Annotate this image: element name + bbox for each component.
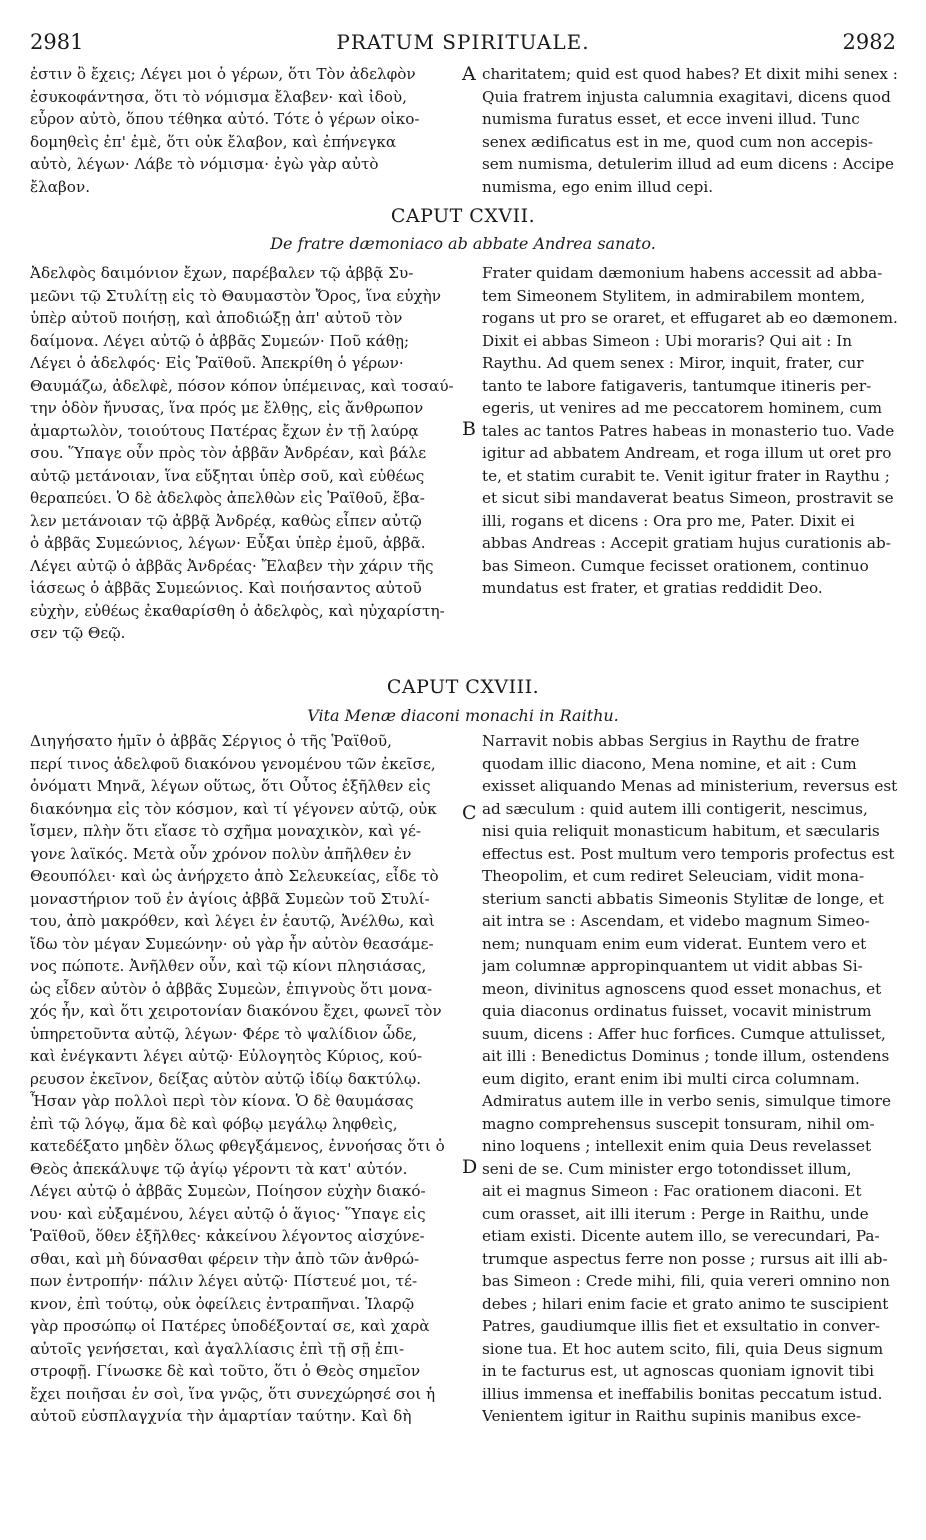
greek-text-line: περί τινος ἀδελφοῦ διακόνου γενομένου τῶν ἐκεῖσε,: [30, 754, 436, 773]
latin-text-line: etiam existi. Dicente autem illo, se verecundari, Pa-: [482, 1227, 880, 1245]
greek-text-line: δομηθεὶς ἐπ' ἐμὲ, ὅτι οὐκ ἔλαβον, καὶ ἐπήνεγκα: [30, 132, 397, 151]
latin-text-line: illi, rogans et dicens : Ora pro me, Pater. Dixit ei: [482, 511, 855, 530]
greek-text-line: ἔλαβον.: [30, 177, 91, 196]
latin-text-line: igitur ad abbatem Andream, et roga illum ut oret pro: [482, 444, 892, 462]
greek-text-line: πων ἐντροπήν· πάλιν λέγει αὐτῷ· Πίστευέ μοι, τέ-: [30, 1272, 418, 1290]
margin-marker-d: D: [462, 1156, 478, 1178]
latin-text-line: et sicut sibi mandaverat beatus Simeon, prostravit se: [482, 489, 894, 507]
greek-column-ch118: [30, 730, 460, 1428]
latin-text-line: effectus est. Post multum vero temporis profectus est: [482, 844, 895, 863]
latin-text-line: Quia fratrem injusta calumnia exagitavi, dicens quod: [482, 87, 891, 106]
greek-text-line: ἴδω τὸν μέγαν Συμεώνην· οὐ γὰρ ἦν αὐτὸν θεασάμε-: [30, 934, 434, 953]
greek-text-line: καὶ ἐνέγκαντι λέγει αὐτῷ· Εὐλογητὸς Κύριος, κού-: [30, 1047, 423, 1065]
latin-text-line: nem; nunquam enim eum viderat. Euntem vero et: [482, 934, 867, 953]
latin-text-line: abbas Andreas : Accepit gratiam hujus curationis ab-: [482, 534, 891, 552]
chapter-118-heading: CAPUT CXVIII.: [386, 676, 540, 698]
latin-text-line: quodam illic diacono, Mena nomine, et ait : Cum: [482, 754, 857, 773]
greek-text-line: ὑπηρετοῦντα αὐτῷ, λέγων· Φέρε τὸ ψαλίδιον ὧδε,: [30, 1024, 417, 1043]
latin-text-line: tanto te labore fatigaveris, tantumque itineris per-: [482, 376, 872, 395]
latin-text-line: bas Simeon. Cumque fecisset orationem, continuo: [482, 556, 869, 575]
greek-text-line: στροφῇ. Γίνωσκε δὲ καὶ τοῦτο, ὅτι ὁ Θεὸς σημεῖον: [30, 1362, 421, 1380]
chapter-117-heading: CAPUT CXVII.: [390, 205, 536, 227]
greek-text-line: μοναστήριον τοῦ ἐν ἁγίοις ἀββᾶ Συμεὼν τοῦ Στυλί-: [30, 889, 430, 908]
margin-marker-a: A: [462, 63, 476, 85]
margin-marker-c: C: [462, 802, 477, 824]
chapter-117-subheading: De fratre dæmoniaco ab abbate Andrea sanato.: [270, 234, 656, 253]
page-number-right: 2982: [842, 30, 896, 54]
latin-text-line: debes ; hilari enim facie et grato animo te suscipient: [482, 1294, 889, 1313]
latin-text-line: nisi quia reliquit monasticum habitum, et sæcularis: [482, 822, 880, 840]
latin-text-line: ad sæculum : quid autem illi contigerit, nescimus,: [482, 799, 868, 818]
greek-text-line: ἐπὶ τῷ λόγῳ, ἅμα δὲ καὶ φόβῳ μεγάλῳ ληφθεὶς,: [30, 1114, 398, 1133]
latin-text-line: Admiratus autem ille in verbo senis, simulque timore: [482, 1092, 891, 1110]
latin-text-line: egeris, ut venires ad me peccatorem hominem, cum: [482, 399, 883, 417]
greek-text-line: θεραπεύει. Ὁ δὲ ἀδελφὸς ἀπελθὼν εἰς Ῥαϊθοῦ, ἔβα-: [30, 489, 425, 507]
greek-text-line: Θεουπόλει· καὶ ὡς ἀνήρχετο ἀπὸ Σελευκείας, εἶδε τὸ: [30, 867, 439, 885]
greek-text-line: λεν μετάνοιαν τῷ ἀββᾷ Ἀνδρέᾳ, καθὼς εἶπεν αὐτῷ: [30, 511, 422, 530]
greek-text-line: ὡς εἶδεν αὐτὸν ὁ ἀββᾶς Συμεὼν, ἐπιγνοὺς ὅτι μονα-: [30, 979, 433, 998]
latin-text-line: in te facturus est, ut agnoscas quoniam ignovit tibi: [482, 1362, 875, 1380]
greek-text-line: νου· καὶ εὐξαμένου, λέγει αὐτῷ ὁ ἅγιος· Ὕπαγε εἰς: [30, 1204, 426, 1223]
greek-text-line: κατεδέξατο μηδὲν ὅλως φθεγξάμενος, ἐννοήσας ὅτι ὁ: [30, 1137, 445, 1155]
greek-text-line: ρευσον ἐκεῖνον, δείξας αὐτὸν αὐτῷ ἰδίῳ δακτύλῳ.: [30, 1069, 422, 1088]
greek-text-line: διακόνημα εἰς τὸν κόσμον, καὶ τί γέγονεν αὐτῷ, οὐκ: [30, 799, 437, 818]
latin-text-line: jam columnæ appropinquantem ut vidit abbas Si-: [482, 957, 863, 975]
latin-text-line: ait ei magnus Simeon : Fac orationem diaconi. Et: [482, 1182, 862, 1200]
greek-text-line: σεν τῷ Θεῷ.: [30, 624, 126, 642]
page-number-left: 2981: [30, 30, 84, 54]
latin-text-line: cum orasset, ait illi iterum : Perge in Raithu, unde: [482, 1204, 869, 1223]
latin-column-ch117: [482, 262, 902, 600]
greek-text-line: σου. Ὕπαγε οὖν πρὸς τὸν ἀββᾶν Ἀνδρέαν, καὶ βάλε: [30, 444, 427, 462]
latin-text-line: mundatus est frater, et gratias reddidit Deo.: [482, 579, 823, 597]
latin-text-line: tales ac tantos Patres habeas in monasterio tuo. Vade: [482, 421, 895, 440]
latin-text-line: magno comprehensus suscepit tonsuram, nihil om-: [482, 1114, 875, 1133]
greek-column-ch117: [30, 262, 460, 645]
greek-text-line: γονε λαϊκός. Μετὰ οὖν χρόνον πολὺν ἀπῆλθεν ἐν: [30, 844, 412, 863]
latin-text-line: charitatem; quid est quod habes? Et dixit mihi senex :: [482, 65, 898, 83]
latin-column-ch118: [482, 730, 902, 1428]
chapter-118-subheading: Vita Menæ diaconi monachi in Raithu.: [307, 706, 619, 725]
latin-text-line: bas Simeon : Crede mihi, fili, quia vereri omnino non: [482, 1272, 890, 1290]
greek-text-line: Ἦσαν γὰρ πολλοὶ περὶ τὸν κίονα. Ὁ δὲ θαυμάσας: [30, 1092, 414, 1110]
latin-text-line: nino loquens ; intellexit enim quia Deus revelasset: [482, 1137, 872, 1155]
latin-text-line: numisma, ego enim illud cepi.: [482, 177, 714, 196]
latin-text-line: Frater quidam dæmonium habens accessit ad abba-: [482, 264, 883, 282]
greek-text-line: αὐτῷ μετάνοιαν, ἵνα εὔξηται ὑπὲρ σοῦ, καὶ εὐθέως: [30, 466, 425, 485]
greek-text-line: Ῥαϊθοῦ, ὅθεν ἐξῆλθες· κἀκείνου λέγοντος αἰσχύνε-: [30, 1227, 425, 1245]
latin-text-line: Theopolim, et cum rediret Seleuciam, vidit mona-: [482, 867, 865, 885]
latin-text-line: seni de se. Cum minister ergo totondisset illum,: [482, 1159, 852, 1178]
latin-text-line: illius immensa et ineffabilis bonitas peccatum istud.: [482, 1384, 883, 1403]
latin-text-line: tem Simeonem Stylitem, in admirabilem montem,: [482, 286, 866, 305]
greek-text-line: χός ἦν, καὶ ὅτι χειροτονίαν διακόνου ἔχει, φωνεῖ τὸν: [30, 1002, 442, 1020]
greek-text-line: κνον, ἐπὶ τούτῳ, οὐκ ὀφείλεις ἐντραπῆναι. Ἱλαρῷ: [30, 1294, 415, 1313]
latin-text-line: sione tua. Et hoc autem scito, fili, quia Deus signum: [482, 1339, 884, 1358]
latin-text-line: ait intra se : Ascendam, et videbo magnum Simeo-: [482, 912, 870, 930]
latin-text-line: ait illi : Benedictus Dominus ; tonde illum, ostendens: [482, 1047, 890, 1065]
greek-text-line: αὐτὸ, λέγων· Λάβε τὸ νόμισμα· ἐγὼ γὰρ αὐτὸ: [30, 155, 379, 173]
greek-column-intro: [30, 63, 460, 198]
latin-text-line: Raythu. Ad quem senex : Miror, inquit, frater, cur: [482, 354, 864, 372]
greek-text-line: ὀνόματι Μηνᾶ, λέγων οὕτως, ὅτι Οὗτος ἐξῆλθεν εἰς: [30, 777, 431, 795]
greek-text-line: ἔχει ποιῆσαι ἐν σοὶ, ἵνα γνῷς, ὅτι συνεχώρησέ σοι ἡ: [30, 1384, 436, 1403]
latin-text-line: quia diaconus ordinatus fuisset, vocavit ministrum: [482, 1002, 872, 1020]
latin-text-line: exisset aliquando Menas ad ministerium, reversus est: [482, 777, 898, 795]
greek-text-line: δαίμονα. Λέγει αὐτῷ ὁ ἀββᾶς Συμεών· Ποῦ κάθῃ;: [30, 331, 410, 350]
greek-text-line: ὁ ἀββᾶς Συμεώνιος, λέγων· Εὖξαι ὑπὲρ ἐμοῦ, ἀββᾶ.: [30, 534, 426, 552]
greek-text-line: Θαυμάζω, ἀδελφὲ, πόσον κόπον ὑπέμεινας, καὶ τοσαύ-: [30, 376, 454, 395]
greek-text-line: την ὁδὸν ἤνυσας, ἵνα πρός με ἔλθῃς, εἰς ἄνθρωπον: [30, 399, 424, 417]
latin-text-line: sem numisma, detulerim illud ad eum dicens : Accipe: [482, 155, 894, 173]
greek-text-line: ἐστιν ὃ ἔχεις; Λέγει μοι ὁ γέρων, ὅτι Τὸν ἀδελφὸν: [30, 65, 416, 83]
running-title: PRATUM SPIRITUALE.: [336, 30, 590, 54]
greek-text-line: νος πώποτε. Ἀνῆλθεν οὖν, καὶ τῷ κίονι πλησιάσας,: [30, 957, 427, 975]
latin-text-line: trumque aspectus ferre non posse ; rursus ait illi ab-: [482, 1249, 888, 1268]
greek-text-line: μεῶνι τῷ Στυλίτῃ εἰς τὸ Θαυμαστὸν Ὄρος, ἵνα εὐχὴν: [30, 286, 441, 305]
latin-text-line: eum digito, erant enim ibi multi circa columnam.: [482, 1069, 860, 1088]
greek-text-line: Θεὸς ἀπεκάλυψε τῷ ἁγίῳ γέροντι τὰ κατ' αὐτόν.: [30, 1159, 408, 1178]
latin-text-line: Narravit nobis abbas Sergius in Raythu de fratre: [482, 732, 860, 750]
margin-marker-b: B: [462, 418, 476, 440]
greek-text-line: εὗρον αὐτὸ, ὅπου τέθηκα αὐτό. Τότε ὁ γέρων οἰκο-: [30, 110, 420, 128]
greek-text-line: ἴσμεν, πλὴν ὅτι εἴασε τὸ σχῆμα μοναχικὸν, καὶ γέ-: [30, 822, 421, 840]
greek-text-line: Ἀδελφὸς δαιμόνιον ἔχων, παρέβαλεν τῷ ἀββᾷ Συ-: [30, 264, 414, 282]
page-header: [30, 30, 896, 60]
greek-text-line: ἰάσεως ὁ ἀββᾶς Συμεώνιος. Καὶ ποιήσαντος αὐτοῦ: [30, 579, 422, 597]
latin-text-line: Patres, gaudiumque illis fiet et exsultatio in conver-: [482, 1317, 880, 1335]
greek-text-line: εὐχὴν, εὐθέως ἐκαθαρίσθη ὁ ἀδελφὸς, καὶ ηὐχαρίστη-: [30, 601, 445, 620]
greek-text-line: του, ἀπὸ μακρόθεν, καὶ λέγει ἐν ἑαυτῷ, Ἀνέλθω, καὶ: [30, 912, 435, 930]
greek-text-line: Λέγει αὐτῷ ὁ ἀββᾶς Συμεὼν, Ποίησον εὐχὴν διακό-: [30, 1182, 426, 1200]
latin-text-line: te, et statim curabit te. Venit igitur frater in Raythu ;: [482, 466, 890, 485]
greek-text-line: αὐτοῖς γενήσεται, καὶ ἀγαλλίασις ἐπὶ τῇ σῇ ἐπι-: [30, 1339, 405, 1358]
latin-text-line: senex ædificatus est in me, quod cum non accepis-: [482, 132, 874, 151]
greek-text-line: Λέγει ὁ ἀδελφός· Εἰς Ῥαϊθοῦ. Ἀπεκρίθη ὁ γέρων·: [30, 354, 404, 372]
greek-text-line: Λέγει αὐτῷ ὁ ἀββᾶς Ἀνδρέας· Ἔλαβεν τὴν χάριν τῆς: [30, 556, 434, 575]
greek-text-line: ἁμαρτωλὸν, τοιούτους Πατέρας ἔχων ἐν τῇ λαύρᾳ: [30, 421, 419, 440]
latin-text-line: Venientem igitur in Raithu supinis manibus exce-: [482, 1407, 862, 1425]
latin-text-line: sterium sancti abbatis Simeonis Stylitæ de longe, et: [482, 889, 884, 908]
latin-text-line: suum, dicens : Affer huc forfices. Cumque attulisset,: [482, 1024, 886, 1043]
greek-text-line: σθαι, καὶ μὴ δύνασθαι φέρειν τὴν ἀπὸ τῶν ἀνθρώ-: [30, 1249, 420, 1268]
greek-text-line: ὑπὲρ αὐτοῦ ποιήσῃ, καὶ ἀποδιώξῃ ἀπ' αὐτοῦ τὸν: [30, 309, 403, 327]
latin-text-line: numisma furatus esset, et ecce inveni illud. Tunc: [482, 110, 860, 128]
latin-text-line: Dixit ei abbas Simeon : Ubi moraris? Qui ait : In: [482, 331, 853, 350]
greek-text-line: ἐσυκοφάντησα, ὅτι τὸ νόμισμα ἔλαβεν· καὶ ἰδοὺ,: [30, 87, 407, 106]
latin-text-line: meon, divinitus agnoscens quod esset monachus, et: [482, 979, 882, 998]
greek-text-line: Διηγήσατο ἡμῖν ὁ ἀββᾶς Σέργιος ὁ τῆς Ῥαϊθοῦ,: [30, 732, 392, 750]
latin-text-line: rogans ut pro se oraret, et effugaret ab eo dæmonem.: [482, 309, 898, 327]
greek-text-line: αὐτοῦ εὐσπλαγχνία τὴν ἁμαρτίαν ταύτην. Καὶ δὴ: [30, 1407, 412, 1425]
latin-column-intro: [482, 63, 902, 198]
greek-text-line: γὰρ προσώπῳ οἱ Πατέρες ὑποδέξονταί σε, καὶ χαρὰ: [30, 1317, 430, 1335]
